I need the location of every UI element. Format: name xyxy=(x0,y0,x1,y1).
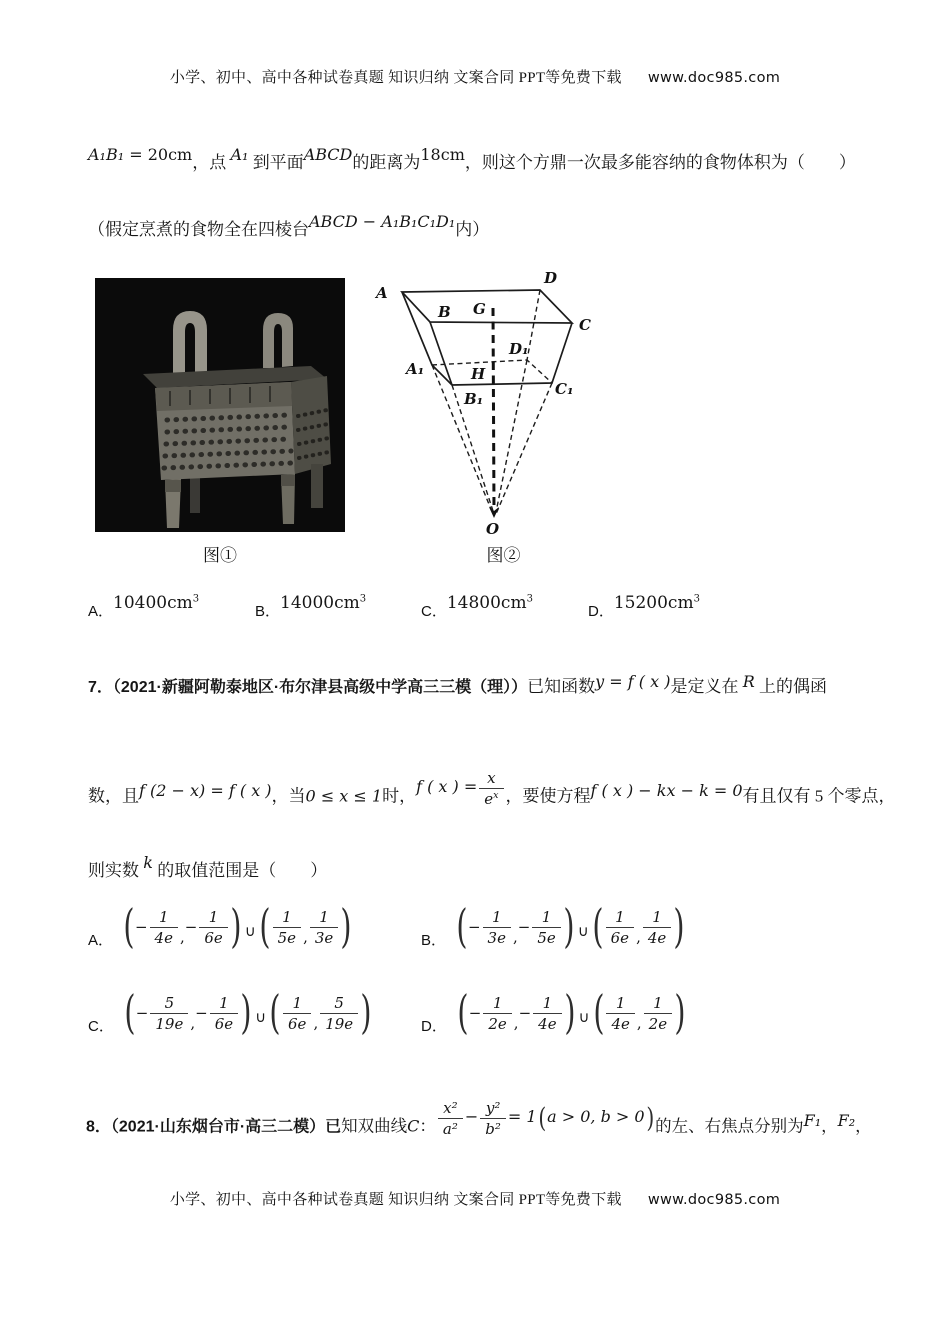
q7-option-d xyxy=(421,982,686,1044)
option-value xyxy=(447,593,533,613)
denominator: a² xyxy=(442,1120,458,1138)
denominator: 6e xyxy=(214,1014,234,1033)
comma: , xyxy=(303,928,308,946)
fraction-y2-b2 xyxy=(480,1099,506,1138)
text-run: 知双曲线 xyxy=(341,1116,408,1136)
fraction-numerator: x xyxy=(479,769,503,789)
option-label: C． xyxy=(421,603,447,620)
math-C: C xyxy=(407,1116,420,1136)
text-run: 是定义在 xyxy=(670,677,739,696)
vertex-label-A: A xyxy=(376,284,388,302)
left-paren: ( xyxy=(259,899,271,954)
right-paren: ) xyxy=(360,985,372,1040)
text-run: 上的偶函 xyxy=(759,677,828,696)
numerator: 5 xyxy=(150,994,188,1014)
right-paren: ) xyxy=(340,899,352,954)
comma: , xyxy=(512,928,518,946)
text-run: 到平面 xyxy=(252,153,304,172)
numerator: 1 xyxy=(533,994,561,1014)
math-f2x: f (2 − x) = f ( x ) xyxy=(139,781,272,801)
math-y-fx: y = f ( x ) xyxy=(595,672,671,691)
denominator: 2e xyxy=(648,1014,668,1033)
q6-option-c xyxy=(421,593,533,621)
minus-sign: − xyxy=(467,918,481,936)
den-base: e xyxy=(484,790,494,808)
denominator: 2e xyxy=(488,1014,507,1033)
text-run: 的取值范围是（ ） xyxy=(157,861,328,880)
math-fx-kx: f ( x ) − kx − k = 0 xyxy=(590,781,743,801)
vertex-label-A1: A₁ xyxy=(406,360,425,378)
figure2-caption: 图② xyxy=(486,546,521,565)
denominator: 4e xyxy=(154,928,173,947)
numerator: 1 xyxy=(283,994,311,1014)
q6-option-d xyxy=(588,593,700,621)
text-run: （假定烹煮的食物全在四棱台 xyxy=(88,220,309,239)
denominator: 5e xyxy=(537,928,556,947)
denominator: 3e xyxy=(314,928,334,947)
ding-photo xyxy=(95,278,345,532)
fraction-x2-a2 xyxy=(438,1099,463,1138)
option-number: 14000cm xyxy=(280,593,360,613)
text-run: ，点 xyxy=(192,153,227,172)
denominator: 4e xyxy=(538,1014,557,1033)
vertex-label-O: O xyxy=(486,520,500,538)
frustum-diagram-svg xyxy=(372,262,635,538)
minus-sign: − xyxy=(518,1004,532,1022)
union-symbol: ∪ xyxy=(577,922,589,940)
text-run: 有且仅有 5 个零点， xyxy=(742,786,896,806)
right-paren: ) xyxy=(673,899,685,954)
ding-photo-drawing xyxy=(95,278,345,532)
frustum-diagram xyxy=(372,262,635,538)
vertex-label-D1: D₁ xyxy=(509,340,529,358)
union-symbol: ∪ xyxy=(578,1008,590,1026)
fraction xyxy=(606,994,634,1033)
q7-statement-line3 xyxy=(88,853,328,881)
text-run: 则实数 xyxy=(88,861,139,880)
comma: , xyxy=(636,1014,642,1032)
text-run: 的距离为 xyxy=(352,153,421,172)
fraction xyxy=(210,994,238,1033)
minus-sign: − xyxy=(517,918,531,936)
option-label: D． xyxy=(588,603,614,620)
union-symbol: ∪ xyxy=(255,1008,267,1026)
vertex-label-C1: C₁ xyxy=(555,380,574,398)
fraction xyxy=(273,908,301,947)
math-domain: 0 ≤ x ≤ 1 xyxy=(305,786,383,806)
union-symbol: ∪ xyxy=(244,922,256,940)
q7-option-a xyxy=(88,896,352,958)
text-run: 已知函数 xyxy=(527,677,596,696)
option-number: 14800cm xyxy=(446,593,527,613)
vertex-label-G: G xyxy=(473,300,486,318)
minus-sign: − xyxy=(468,1004,482,1022)
math-F1: F₁ xyxy=(803,1111,822,1131)
text-run: ： xyxy=(419,1116,436,1136)
right-paren: ) xyxy=(240,985,252,1040)
math-frustum: ABCD − A₁B₁C₁D₁ xyxy=(309,212,456,231)
numerator: y² xyxy=(480,1099,506,1119)
numerator: 1 xyxy=(150,908,178,928)
math-F2: F₂ xyxy=(837,1111,856,1131)
comma: , xyxy=(313,1014,319,1032)
q7-option-c xyxy=(88,982,372,1044)
numerator: 1 xyxy=(606,908,634,928)
q7-source-bold: 7．（2021·新疆阿勒泰地区·布尔津县高级中学高三三模（理）） xyxy=(88,679,528,696)
comma: , xyxy=(513,1014,519,1032)
math-fx-lhs: f ( x ) = xyxy=(416,777,478,797)
option-exponent: 3 xyxy=(192,593,200,605)
numerator: 1 xyxy=(606,994,634,1014)
math-R: R xyxy=(742,672,755,691)
left-paren: ( xyxy=(592,899,604,954)
numerator: x² xyxy=(438,1099,463,1119)
den-exponent: x xyxy=(493,790,499,801)
option-value xyxy=(280,593,366,613)
fraction xyxy=(483,908,511,947)
header-url: www.doc985.com xyxy=(647,70,781,86)
vertex-label-D: D xyxy=(544,269,558,287)
math-abcd: ABCD xyxy=(303,145,353,164)
math-k: k xyxy=(143,853,153,872)
text-run: ，则这个方鼎一次最多能容纳的食物体积为（ ） xyxy=(464,153,856,172)
numerator: 1 xyxy=(483,908,511,928)
left-paren: ( xyxy=(537,1103,546,1134)
text-run: ， xyxy=(855,1116,872,1136)
q6-option-a xyxy=(88,593,200,621)
left-paren: ( xyxy=(124,985,136,1040)
option-number: 10400cm xyxy=(113,593,193,613)
footer-text: 小学、初中、高中各种试卷真题 知识归纳 文案合同 PPT等免费下载 xyxy=(169,1192,622,1208)
right-paren: ) xyxy=(563,985,576,1040)
fraction xyxy=(199,908,227,947)
right-paren: ) xyxy=(645,1103,654,1134)
comma: , xyxy=(179,928,185,946)
option-label: A． xyxy=(88,603,114,620)
numerator: 5 xyxy=(320,994,358,1014)
fraction-x-over-ex xyxy=(479,769,503,808)
right-paren: ) xyxy=(563,899,575,954)
comma: , xyxy=(190,1014,196,1032)
denominator: 19e xyxy=(155,1014,184,1033)
option-exponent: 3 xyxy=(526,593,533,605)
fraction xyxy=(532,908,560,947)
option-number: 15200cm xyxy=(613,593,694,613)
text-run: ，要使方程 xyxy=(505,786,591,806)
option-label: A． xyxy=(88,932,114,949)
numerator: 1 xyxy=(532,908,560,928)
page-header xyxy=(0,66,950,87)
vertex-label-B1: B₁ xyxy=(464,390,484,408)
option-value xyxy=(614,593,700,613)
header-text: 小学、初中、高中各种试卷真题 知识归纳 文案合同 PPT等免费下载 xyxy=(169,70,622,86)
text-run: ， xyxy=(821,1116,838,1136)
left-paren: ( xyxy=(123,899,135,954)
numerator: 1 xyxy=(644,994,672,1014)
denominator: 6e xyxy=(610,928,630,947)
numerator: 1 xyxy=(273,908,301,928)
q8-heading xyxy=(86,1099,872,1147)
left-paren: ( xyxy=(269,985,281,1040)
numerator: 1 xyxy=(643,908,671,928)
fraction xyxy=(310,908,338,947)
q8-source-bold: 8．（2021·山东烟台市·高三二模）已 xyxy=(86,1118,342,1136)
q7-statement-line2 xyxy=(88,769,896,817)
text-run: 的左、右焦点分别为 xyxy=(655,1116,804,1136)
denominator: 6e xyxy=(204,928,223,947)
text-run: ，当 xyxy=(271,786,306,806)
denominator: 6e xyxy=(288,1014,307,1033)
option-label: B． xyxy=(421,932,447,949)
denominator: 4e xyxy=(611,1014,630,1033)
q6-statement-line2 xyxy=(88,212,490,240)
text-run: 时， xyxy=(382,786,417,806)
option-exponent: 3 xyxy=(693,593,700,605)
vertex-label-H: H xyxy=(471,365,486,383)
minus-sign: − xyxy=(134,918,148,936)
fraction xyxy=(643,908,671,947)
numerator: 1 xyxy=(199,908,227,928)
q7-option-b xyxy=(421,896,685,958)
option-label: C． xyxy=(88,1018,114,1035)
option-exponent: 3 xyxy=(359,593,367,605)
fraction xyxy=(644,994,672,1033)
denominator: b² xyxy=(485,1120,501,1138)
fraction xyxy=(483,994,511,1033)
footer-url: www.doc985.com xyxy=(647,1192,781,1208)
math-a1b1: A₁B₁ xyxy=(88,145,125,164)
text-run: 内） xyxy=(455,220,490,239)
option-value xyxy=(113,593,199,613)
fraction xyxy=(533,994,561,1033)
math-a1: A₁ xyxy=(230,145,249,164)
math-condition: a > 0, b > 0 xyxy=(547,1107,645,1127)
numerator: 1 xyxy=(210,994,238,1014)
math-18cm: 18cm xyxy=(420,145,465,164)
left-paren: ( xyxy=(592,985,605,1040)
minus-sign: − xyxy=(184,918,198,936)
q6-option-b xyxy=(255,593,367,621)
denominator: 19e xyxy=(325,1014,354,1033)
denominator: 4e xyxy=(647,928,667,947)
fraction xyxy=(150,994,188,1033)
left-paren: ( xyxy=(457,985,469,1040)
q7-heading xyxy=(88,672,827,697)
minus-sign: − xyxy=(195,1004,208,1022)
q6-statement-line1 xyxy=(88,145,856,173)
denominator: 3e xyxy=(487,928,506,947)
math-eq-20cm: = 20cm xyxy=(124,145,193,164)
figure1-caption: 图① xyxy=(203,546,237,565)
fraction xyxy=(283,994,311,1033)
comma: , xyxy=(636,928,641,946)
numerator: 1 xyxy=(483,994,511,1014)
option-label: D． xyxy=(421,1018,447,1035)
fraction xyxy=(320,994,358,1033)
left-paren: ( xyxy=(456,899,468,954)
math-equals-one: = 1 xyxy=(507,1107,537,1127)
fraction xyxy=(606,908,634,947)
fraction-denominator xyxy=(479,789,503,808)
vertex-label-B: B xyxy=(438,303,451,321)
text-run: 数，且 xyxy=(88,786,139,806)
page-footer xyxy=(0,1188,950,1209)
numerator: 1 xyxy=(310,908,338,928)
option-label: B． xyxy=(255,603,281,620)
right-paren: ) xyxy=(674,985,686,1040)
minus-sign: − xyxy=(464,1107,479,1127)
fraction xyxy=(150,908,178,947)
minus-sign: − xyxy=(135,1004,149,1022)
denominator: 5e xyxy=(277,928,297,947)
vertex-label-C: C xyxy=(579,316,591,334)
right-paren: ) xyxy=(230,899,242,954)
